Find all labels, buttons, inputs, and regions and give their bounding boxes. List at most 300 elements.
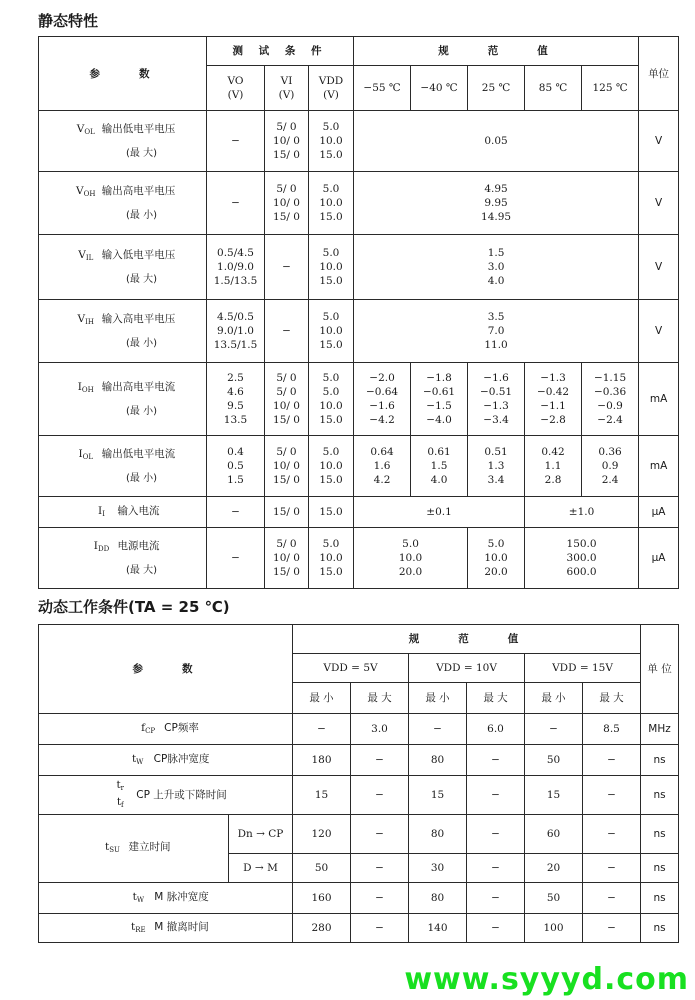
symbol-text: t xyxy=(132,890,137,903)
spec-value-cell xyxy=(411,436,468,497)
value-line: 10/ 0 xyxy=(273,400,300,412)
param-symbol xyxy=(97,840,129,857)
vdd-cell xyxy=(309,111,354,172)
spec-value-cell: − xyxy=(293,714,351,745)
spec-value-cell: 3.0 xyxy=(351,714,409,745)
value-line: 10/ 0 xyxy=(273,552,300,564)
value-line: 1.6 xyxy=(373,460,391,472)
spec-value-cell: − xyxy=(467,854,525,883)
value-line: 5.0 xyxy=(322,311,340,323)
value-line: 3.4 xyxy=(487,474,505,486)
value-line: 15.0 xyxy=(319,275,343,287)
param-symbol xyxy=(86,539,118,556)
vo-cell: − xyxy=(207,172,265,235)
param-note: (最 大) xyxy=(126,273,157,285)
spec-value-cell xyxy=(354,172,639,235)
value-line: 2.4 xyxy=(601,474,619,486)
param-symbol xyxy=(122,752,154,769)
symbol-subscript: W xyxy=(136,895,145,904)
param-name: 输出高电平电流 xyxy=(101,380,176,393)
param-note: (最 小) xyxy=(126,337,157,349)
spec-value-cell: − xyxy=(583,745,641,776)
table-row xyxy=(39,363,679,436)
header-temp: −55 ℃ xyxy=(354,66,411,111)
table-row xyxy=(39,300,679,363)
value-line: 9.0/1.0 xyxy=(217,325,254,337)
spec-value-cell: ±1.0 xyxy=(525,497,639,528)
spec-value-cell: 20 xyxy=(525,854,583,883)
symbol-subscript: DD xyxy=(97,544,110,553)
unit-cell: V xyxy=(639,300,679,363)
header-vo xyxy=(207,66,265,111)
param-name: 输出低电平电压 xyxy=(101,122,176,135)
value-line: 15/ 0 xyxy=(273,474,300,486)
header-max: 最 大 xyxy=(467,683,525,714)
value-line: −0.42 xyxy=(536,386,570,398)
header-vdd: VDD = 15V xyxy=(525,654,641,683)
spec-value-cell xyxy=(354,111,639,172)
value-line: −1.3 xyxy=(540,372,566,384)
spec-value-cell xyxy=(354,363,411,436)
table-row xyxy=(39,883,679,914)
vdd-cell: 15.0 xyxy=(309,497,354,528)
param-cell xyxy=(39,497,207,528)
value-line: 10.0 xyxy=(319,552,343,564)
spec-value-cell: − xyxy=(467,914,525,943)
symbol-subscript: CP xyxy=(145,726,156,735)
value-line: 0.61 xyxy=(427,446,451,458)
watermark: www.syyyd.com xyxy=(404,962,689,997)
spec-value-cell: − xyxy=(351,914,409,943)
spec-value-cell xyxy=(354,436,411,497)
value-line: −0.61 xyxy=(422,386,456,398)
spec-value-cell: 80 xyxy=(409,745,467,776)
value-line: 4.2 xyxy=(373,474,391,486)
dynamic-conditions-table xyxy=(38,624,679,943)
param-symbol xyxy=(70,184,102,201)
dynamic-conditions-title: 动态工作条件(TA = 25 ℃) xyxy=(38,598,230,616)
vdd-cell xyxy=(309,300,354,363)
table-row xyxy=(39,172,679,235)
value-line: 15/ 0 xyxy=(273,414,300,426)
param-name: M 撤离时间 xyxy=(154,920,209,933)
symbol-text: V xyxy=(76,184,84,197)
header-temp: 125 ℃ xyxy=(582,66,639,111)
table-row xyxy=(39,436,679,497)
sub-condition-cell: D → M xyxy=(229,854,293,883)
spec-value-cell: 15 xyxy=(409,776,467,815)
value-line: 3.5 xyxy=(487,311,505,323)
value-line: 20.0 xyxy=(484,566,508,578)
symbol-subscript: W xyxy=(136,757,144,766)
spec-value-cell: − xyxy=(409,714,467,745)
unit-cell: ns xyxy=(641,914,679,943)
value-line: 10.0 xyxy=(319,325,343,337)
param-symbol xyxy=(132,721,164,738)
value-line: 10.0 xyxy=(484,552,508,564)
vo-cell: − xyxy=(207,497,265,528)
value-line: 0.5 xyxy=(227,460,244,472)
value-line: 0.36 xyxy=(598,446,622,458)
spec-value-cell: − xyxy=(525,714,583,745)
symbol-text: t xyxy=(130,920,136,933)
value-line: 10.0 xyxy=(319,460,343,472)
param-name: 电源电流 xyxy=(117,539,160,552)
header-line: VDD xyxy=(318,75,344,87)
value-line: 10/ 0 xyxy=(273,460,300,472)
symbol-subscript: IH xyxy=(85,317,94,326)
value-line: 14.95 xyxy=(481,211,512,223)
spec-value-cell: ±0.1 xyxy=(354,497,525,528)
value-line: 5/ 0 xyxy=(276,446,297,458)
unit-cell: V xyxy=(639,235,679,300)
value-line: 1.3 xyxy=(487,460,505,472)
spec-value-cell: 50 xyxy=(525,745,583,776)
spec-value-cell: 80 xyxy=(409,883,467,914)
param-cell xyxy=(39,528,207,589)
header-max: 最 大 xyxy=(351,683,409,714)
unit-cell: ns xyxy=(641,883,679,914)
value-line: −2.8 xyxy=(540,414,566,426)
vo-cell xyxy=(207,235,265,300)
value-line: 9.95 xyxy=(484,197,508,209)
symbol-text: t xyxy=(131,752,137,765)
spec-value-cell: 280 xyxy=(293,914,351,943)
symbol-subscript: OL xyxy=(84,127,95,136)
symbol-text: f xyxy=(141,721,146,734)
spec-value-cell: 8.5 xyxy=(583,714,641,745)
symbol-subscript: OH xyxy=(83,189,96,198)
value-line: 5/ 0 xyxy=(276,183,297,195)
param-name: M 脉冲宽度 xyxy=(154,890,209,903)
symbol-subscript: OL xyxy=(82,452,94,461)
param-note: (最 小) xyxy=(126,472,157,484)
spec-value-cell xyxy=(525,528,639,589)
vdd-cell xyxy=(309,528,354,589)
spec-value-cell: 50 xyxy=(525,883,583,914)
value-line: 1.0/9.0 xyxy=(217,261,254,273)
param-name: 输入电流 xyxy=(117,504,160,517)
value-line: −1.1 xyxy=(540,400,566,412)
vi-cell xyxy=(265,172,309,235)
header-vi xyxy=(265,66,309,111)
unit-cell: V xyxy=(639,172,679,235)
spec-value-cell: − xyxy=(351,883,409,914)
symbol-text: I xyxy=(77,380,82,393)
param-cell xyxy=(39,111,207,172)
spec-value-cell: − xyxy=(467,883,525,914)
value-line: −1.8 xyxy=(426,372,452,384)
param-cell xyxy=(39,300,207,363)
value-line: 13.5/1.5 xyxy=(213,339,258,351)
param-symbol xyxy=(104,795,136,812)
spec-value-cell xyxy=(525,436,582,497)
spec-value-cell: 30 xyxy=(409,854,467,883)
param-symbol xyxy=(70,447,102,464)
vi-cell xyxy=(265,363,309,436)
spec-value-cell: 15 xyxy=(293,776,351,815)
value-line: 3.0 xyxy=(487,261,505,273)
spec-value-cell xyxy=(411,363,468,436)
spec-value-cell: 6.0 xyxy=(467,714,525,745)
spec-value-cell: 180 xyxy=(293,745,351,776)
spec-value-cell: − xyxy=(351,745,409,776)
symbol-text: I xyxy=(78,447,83,460)
value-line: −1.6 xyxy=(369,400,395,412)
param-name: 建立时间 xyxy=(128,841,171,853)
value-line: 0.42 xyxy=(541,446,565,458)
symbol-text: t xyxy=(116,796,122,808)
value-line: 10.0 xyxy=(319,135,343,147)
param-symbol xyxy=(104,778,136,795)
value-line: −3.4 xyxy=(483,414,509,426)
value-line: 4.95 xyxy=(484,183,508,195)
spec-value-cell: 100 xyxy=(525,914,583,943)
table-row xyxy=(39,776,679,815)
symbol-subscript: f xyxy=(121,801,124,809)
spec-value-cell: − xyxy=(351,815,409,854)
param-cell xyxy=(39,914,293,943)
value-line: 15.0 xyxy=(319,339,343,351)
value-line: −1.3 xyxy=(483,400,509,412)
sub-condition-cell: Dn → CP xyxy=(229,815,293,854)
header-param: 参 数 xyxy=(39,625,293,714)
header-spec-values: 规 范 值 xyxy=(293,625,641,654)
value-line: 5.0 xyxy=(487,538,505,550)
symbol-subscript: RE xyxy=(135,925,146,934)
vo-cell xyxy=(207,363,265,436)
value-line: 15.0 xyxy=(319,149,343,161)
header-unit: 单位 xyxy=(639,37,679,111)
param-cell xyxy=(39,714,293,745)
param-symbol xyxy=(70,248,102,265)
header-line: (V) xyxy=(278,89,295,101)
value-line: 10.0 xyxy=(319,261,343,273)
spec-value-cell xyxy=(468,436,525,497)
value-line: 4.0 xyxy=(487,275,505,287)
value-line: 10.0 xyxy=(398,552,423,564)
static-characteristics-title: 静态特性 xyxy=(38,12,99,30)
param-cell xyxy=(39,436,207,497)
vo-cell xyxy=(207,436,265,497)
value-line: 15.0 xyxy=(319,474,343,486)
param-name: 输入高电平电压 xyxy=(101,312,176,325)
value-line: −2.0 xyxy=(369,372,395,384)
vi-cell xyxy=(265,436,309,497)
value-line: 20.0 xyxy=(398,566,423,578)
value-line: −4.0 xyxy=(426,414,452,426)
vi-cell: 15/ 0 xyxy=(265,497,309,528)
value-line: 0.5/4.5 xyxy=(217,247,254,259)
value-line: 10.0 xyxy=(319,400,343,412)
value-line: 5.0 xyxy=(322,446,340,458)
param-cell xyxy=(39,745,293,776)
value-line: 10/ 0 xyxy=(273,197,300,209)
value-line: 1.5 xyxy=(487,247,505,259)
table-row xyxy=(39,914,679,943)
spec-value-cell xyxy=(468,363,525,436)
header-min: 最 小 xyxy=(525,683,583,714)
spec-value-cell: − xyxy=(583,854,641,883)
value-line: −0.64 xyxy=(365,386,399,398)
spec-value-cell: 120 xyxy=(293,815,351,854)
param-symbol xyxy=(70,312,102,329)
value-line: 9.5 xyxy=(227,400,244,412)
value-line: 1.5 xyxy=(430,460,448,472)
value-line: −0.36 xyxy=(593,386,627,398)
unit-cell: ns xyxy=(641,854,679,883)
symbol-subscript: IL xyxy=(85,253,94,262)
symbol-text: I xyxy=(98,504,103,517)
spec-value-cell: 80 xyxy=(409,815,467,854)
header-min: 最 小 xyxy=(293,683,351,714)
value-line: 4.0 xyxy=(430,474,448,486)
vi-cell xyxy=(265,528,309,589)
param-symbol xyxy=(122,890,154,907)
value-line: 0.9 xyxy=(601,460,619,472)
header-line: VO xyxy=(227,75,244,87)
header-unit: 单 位 xyxy=(641,625,679,714)
value-line: 5/ 0 xyxy=(276,538,297,550)
value-line: 0.05 xyxy=(484,135,508,147)
value-line: 1.1 xyxy=(544,460,562,472)
param-name: 输出高电平电压 xyxy=(101,184,176,197)
param-symbol xyxy=(70,380,102,397)
header-max: 最 大 xyxy=(583,683,641,714)
table-row xyxy=(39,815,679,854)
param-note: (最 大) xyxy=(126,147,157,159)
value-line: 15/ 0 xyxy=(273,566,300,578)
vo-cell: − xyxy=(207,528,265,589)
vo-cell xyxy=(207,300,265,363)
symbol-text: t xyxy=(105,841,110,853)
param-note: (最 小) xyxy=(126,405,157,417)
unit-cell: V xyxy=(639,111,679,172)
spec-value-cell: − xyxy=(583,914,641,943)
param-symbol xyxy=(70,122,102,139)
value-line: 5.0 xyxy=(322,538,340,550)
param-symbol xyxy=(104,778,136,812)
spec-value-cell: 15 xyxy=(525,776,583,815)
param-cell xyxy=(39,883,293,914)
symbol-text: I xyxy=(93,539,98,552)
param-cell xyxy=(39,815,229,883)
header-spec-values: 规 范 值 xyxy=(354,37,639,66)
spec-value-cell: − xyxy=(583,776,641,815)
table-row xyxy=(39,714,679,745)
spec-value-cell: − xyxy=(467,815,525,854)
param-name: CP 上升或下降时间 xyxy=(136,789,227,801)
value-line: 5/ 0 xyxy=(276,386,297,398)
value-line: 150.0 xyxy=(566,538,597,550)
param-symbol xyxy=(122,920,154,937)
symbol-subscript: r xyxy=(120,784,125,792)
symbol-text: t xyxy=(116,779,121,791)
header-min: 最 小 xyxy=(409,683,467,714)
value-line: 1.5 xyxy=(227,474,244,486)
table-row xyxy=(39,235,679,300)
value-line: 600.0 xyxy=(566,566,597,578)
vi-cell xyxy=(265,111,309,172)
value-line: 5.0 xyxy=(322,183,340,195)
unit-cell: μA xyxy=(639,528,679,589)
param-name: 输出低电平电流 xyxy=(101,447,176,460)
vdd-cell xyxy=(309,436,354,497)
value-line: −1.6 xyxy=(483,372,509,384)
symbol-text: V xyxy=(76,122,85,135)
value-line: 15/ 0 xyxy=(273,149,300,161)
unit-cell: ns xyxy=(641,745,679,776)
spec-value-cell: − xyxy=(583,883,641,914)
param-symbol xyxy=(86,504,118,521)
param-note: (最 大) xyxy=(126,564,157,576)
value-line: 4.5/0.5 xyxy=(217,311,254,323)
value-line: −0.9 xyxy=(597,400,623,412)
table-row xyxy=(39,528,679,589)
spec-value-cell xyxy=(525,363,582,436)
unit-cell: mA xyxy=(639,363,679,436)
unit-cell: ns xyxy=(641,776,679,815)
spec-value-cell: 50 xyxy=(293,854,351,883)
unit-cell: μA xyxy=(639,497,679,528)
value-line: 300.0 xyxy=(566,552,597,564)
vi-cell: − xyxy=(265,300,309,363)
value-line: 13.5 xyxy=(223,414,248,426)
value-line: 1.5/13.5 xyxy=(213,275,258,287)
value-line: 4.6 xyxy=(227,386,244,398)
param-cell xyxy=(39,235,207,300)
header-vdd: VDD = 10V xyxy=(409,654,525,683)
header-temp: −40 ℃ xyxy=(411,66,468,111)
value-line: 5.0 xyxy=(402,538,419,550)
unit-cell: ns xyxy=(641,815,679,854)
value-line: 0.51 xyxy=(484,446,508,458)
spec-value-cell xyxy=(354,235,639,300)
spec-value-cell: 140 xyxy=(409,914,467,943)
header-test-conditions: 测 试 条 件 xyxy=(207,37,354,66)
param-name: 输入低电平电压 xyxy=(101,248,176,261)
value-line: 0.64 xyxy=(370,446,394,458)
spec-value-cell xyxy=(354,528,468,589)
value-line: 5/ 0 xyxy=(276,121,297,133)
table-row xyxy=(39,111,679,172)
spec-value-cell xyxy=(468,528,525,589)
value-line: 0.4 xyxy=(227,446,244,458)
value-line: 5.0 xyxy=(322,247,340,259)
header-line: (V) xyxy=(323,89,339,101)
spec-value-cell: − xyxy=(351,854,409,883)
value-line: −1.15 xyxy=(593,372,627,384)
value-line: 15/ 0 xyxy=(273,211,300,223)
value-line: −1.5 xyxy=(426,400,452,412)
spec-value-cell: − xyxy=(467,776,525,815)
param-name: CP频率 xyxy=(164,721,199,734)
value-line: 5.0 xyxy=(322,372,340,384)
spec-value-cell: − xyxy=(467,745,525,776)
value-line: 15.0 xyxy=(319,566,343,578)
param-cell xyxy=(39,776,293,815)
value-line: 2.5 xyxy=(227,372,244,384)
symbol-subscript: I xyxy=(102,509,105,518)
vdd-cell xyxy=(309,363,354,436)
header-vdd xyxy=(309,66,354,111)
value-line: 5.0 xyxy=(322,386,340,398)
unit-cell: MHz xyxy=(641,714,679,745)
param-cell xyxy=(39,363,207,436)
value-line: 2.8 xyxy=(544,474,562,486)
param-name: CP脉冲宽度 xyxy=(153,752,210,765)
value-line: 5.0 xyxy=(322,121,340,133)
